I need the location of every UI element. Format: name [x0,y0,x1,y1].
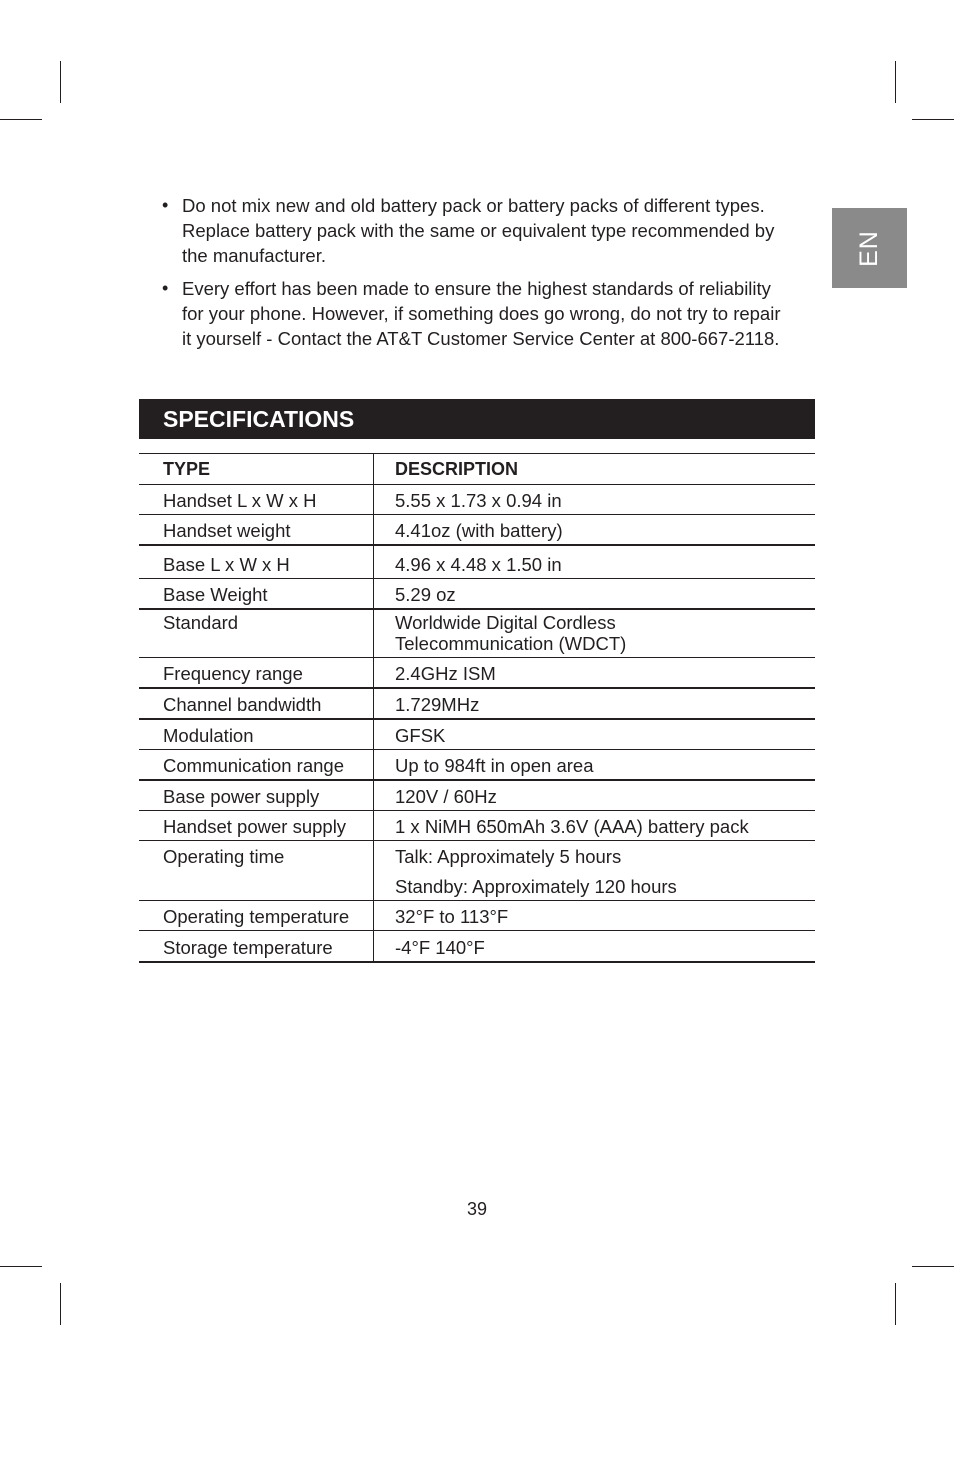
spec-description: -4°F 140°F [374,931,816,963]
spec-description: GFSK [374,719,816,750]
table-row [139,931,815,963]
spec-description: 32°F to 113°F [374,901,816,931]
spec-description: 1 x NiMH 650mAh 3.6V (AAA) battery pack [374,811,816,841]
spec-description: 5.29 oz [374,579,816,610]
spec-description [374,609,816,658]
column-header-type: TYPE [139,454,374,485]
crop-mark [0,1266,42,1267]
spec-type: Operating time [139,841,374,901]
list-item [162,276,782,351]
table-row [139,515,815,546]
spec-type: Communication range [139,750,374,781]
spec-description: Up to 984ft in open area [374,750,816,781]
section-title-text: SPECIFICATIONS [163,405,355,432]
bullet-icon: • [162,195,169,215]
bullet-icon: • [162,278,169,298]
spec-type: Standard [139,609,374,658]
list-item [162,193,782,268]
spec-description: 1.729MHz [374,688,816,719]
crop-mark [0,119,42,120]
table-row [139,750,815,781]
page-number: 39 [466,1199,488,1219]
spec-description [374,841,816,901]
spec-description: 4.96 x 4.48 x 1.50 in [374,545,816,579]
specifications-table [139,453,815,963]
table-header-row [139,454,815,485]
spec-description-line: Worldwide Digital Cordless [395,612,616,633]
spec-description-line: Standby: Approximately 120 hours [395,876,677,897]
table-row [139,658,815,689]
table-row [139,901,815,931]
spec-type: Handset power supply [139,811,374,841]
spec-description: 5.55 x 1.73 x 0.94 in [374,485,816,515]
crop-mark [912,1266,954,1267]
column-header-description: DESCRIPTION [374,454,816,485]
spec-type: Handset weight [139,515,374,546]
crop-mark [912,119,954,120]
bullet-text: Every effort has been made to ensure the highest standards of reliability for your phone. However, if something does go wrong, do not try to repair it yourself - Contact the AT&T Customer Service Center at 800-667-2118. [182,278,781,349]
spec-description: 2.4GHz ISM [374,658,816,689]
language-tab [832,208,907,288]
crop-mark [60,61,61,103]
table-row [139,811,815,841]
spec-type: Operating temperature [139,901,374,931]
crop-mark [895,1283,896,1325]
table-row [139,688,815,719]
spec-type: Base power supply [139,780,374,811]
spec-description: 4.41oz (with battery) [374,515,816,546]
table-row [139,841,815,901]
crop-mark [895,61,896,103]
spec-type: Channel bandwidth [139,688,374,719]
crop-mark [60,1283,61,1325]
table-row [139,719,815,750]
spec-type: Modulation [139,719,374,750]
spec-description-line: Talk: Approximately 5 hours [395,846,622,867]
spec-type: Base Weight [139,579,374,610]
spec-type: Storage temperature [139,931,374,963]
spec-description-line: Telecommunication (WDCT) [395,633,627,654]
table-row [139,609,815,658]
spec-type: Base L x W x H [139,545,374,579]
spec-type: Frequency range [139,658,374,689]
table-row [139,780,815,811]
table-row [139,579,815,610]
bullet-text: Do not mix new and old battery pack or battery packs of different types. Replace battery pack with the same or equivalent type recommended by the manufacturer. [182,195,775,266]
table-row [139,485,815,515]
table-row [139,545,815,579]
spec-description: 120V / 60Hz [374,780,816,811]
section-title [139,399,815,439]
language-tab-label: EN [854,229,883,267]
spec-type: Handset L x W x H [139,485,374,515]
bullet-list [162,193,782,359]
